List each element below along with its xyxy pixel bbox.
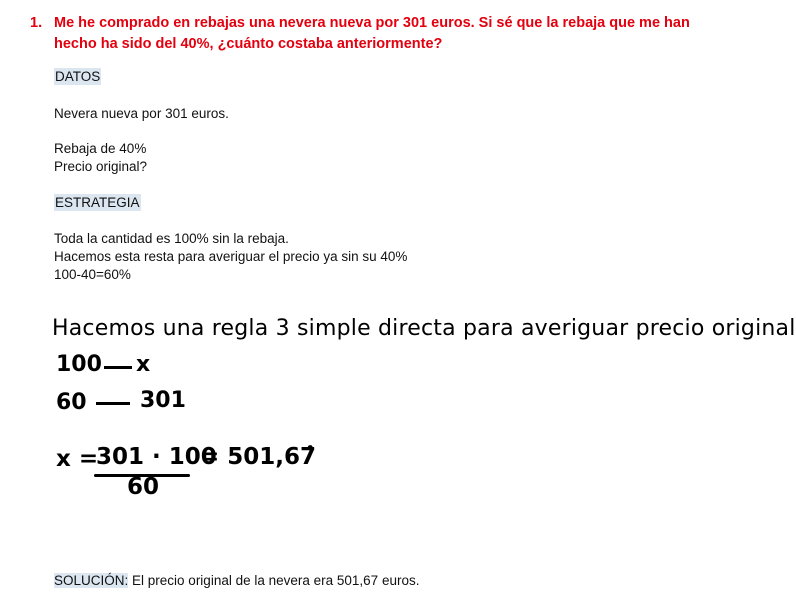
rule-row-2-dash bbox=[96, 402, 130, 405]
estrategia-line-1: Toda la cantidad es 100% sin la rebaja. bbox=[54, 231, 289, 246]
datos-heading: DATOS bbox=[55, 69, 101, 84]
rule-row-1-left: 100 bbox=[56, 352, 102, 377]
equation-lhs: x = bbox=[56, 446, 99, 472]
solution-line bbox=[54, 572, 419, 590]
question-text: Me he comprado en rebajas una nevera nueva por 301 euros. Si sé que la rebaja que me han hecho ha sido del 40%, ¿cuánto costaba anteriormente? bbox=[54, 15, 690, 52]
datos-line-3: Precio original? bbox=[54, 159, 148, 174]
datos-line-2: Rebaja de 40% bbox=[54, 141, 147, 156]
solution-label: SOLUCIÓN: bbox=[54, 573, 129, 588]
datos-section bbox=[54, 68, 101, 86]
datos-line-1: Nevera nueva por 301 euros. bbox=[54, 106, 229, 121]
rule-row-1-right: x bbox=[136, 352, 151, 377]
equation-result: = 501,67̂ bbox=[200, 444, 317, 470]
rule-row-2-right: 301 bbox=[140, 388, 186, 413]
rule-row-2-left: 60 bbox=[56, 390, 87, 415]
equation-denominator: 60 bbox=[127, 474, 160, 500]
estrategia-line-2: Hacemos esta resta para averiguar el precio ya sin su 40% bbox=[54, 249, 408, 264]
estrategia-line-3: 100-40=60% bbox=[54, 267, 131, 282]
equation-numerator: 301 · 100 bbox=[96, 444, 217, 470]
estrategia-section bbox=[54, 194, 141, 212]
rule-row-1-dash bbox=[104, 366, 132, 369]
question-number: 1. bbox=[30, 15, 43, 31]
solution-text: El precio original de la nevera era 501,67 euros. bbox=[132, 573, 420, 588]
handwritten-title: Hacemos una regla 3 simple directa para averiguar precio original bbox=[52, 316, 796, 341]
estrategia-heading: ESTRATEGIA bbox=[55, 195, 140, 210]
